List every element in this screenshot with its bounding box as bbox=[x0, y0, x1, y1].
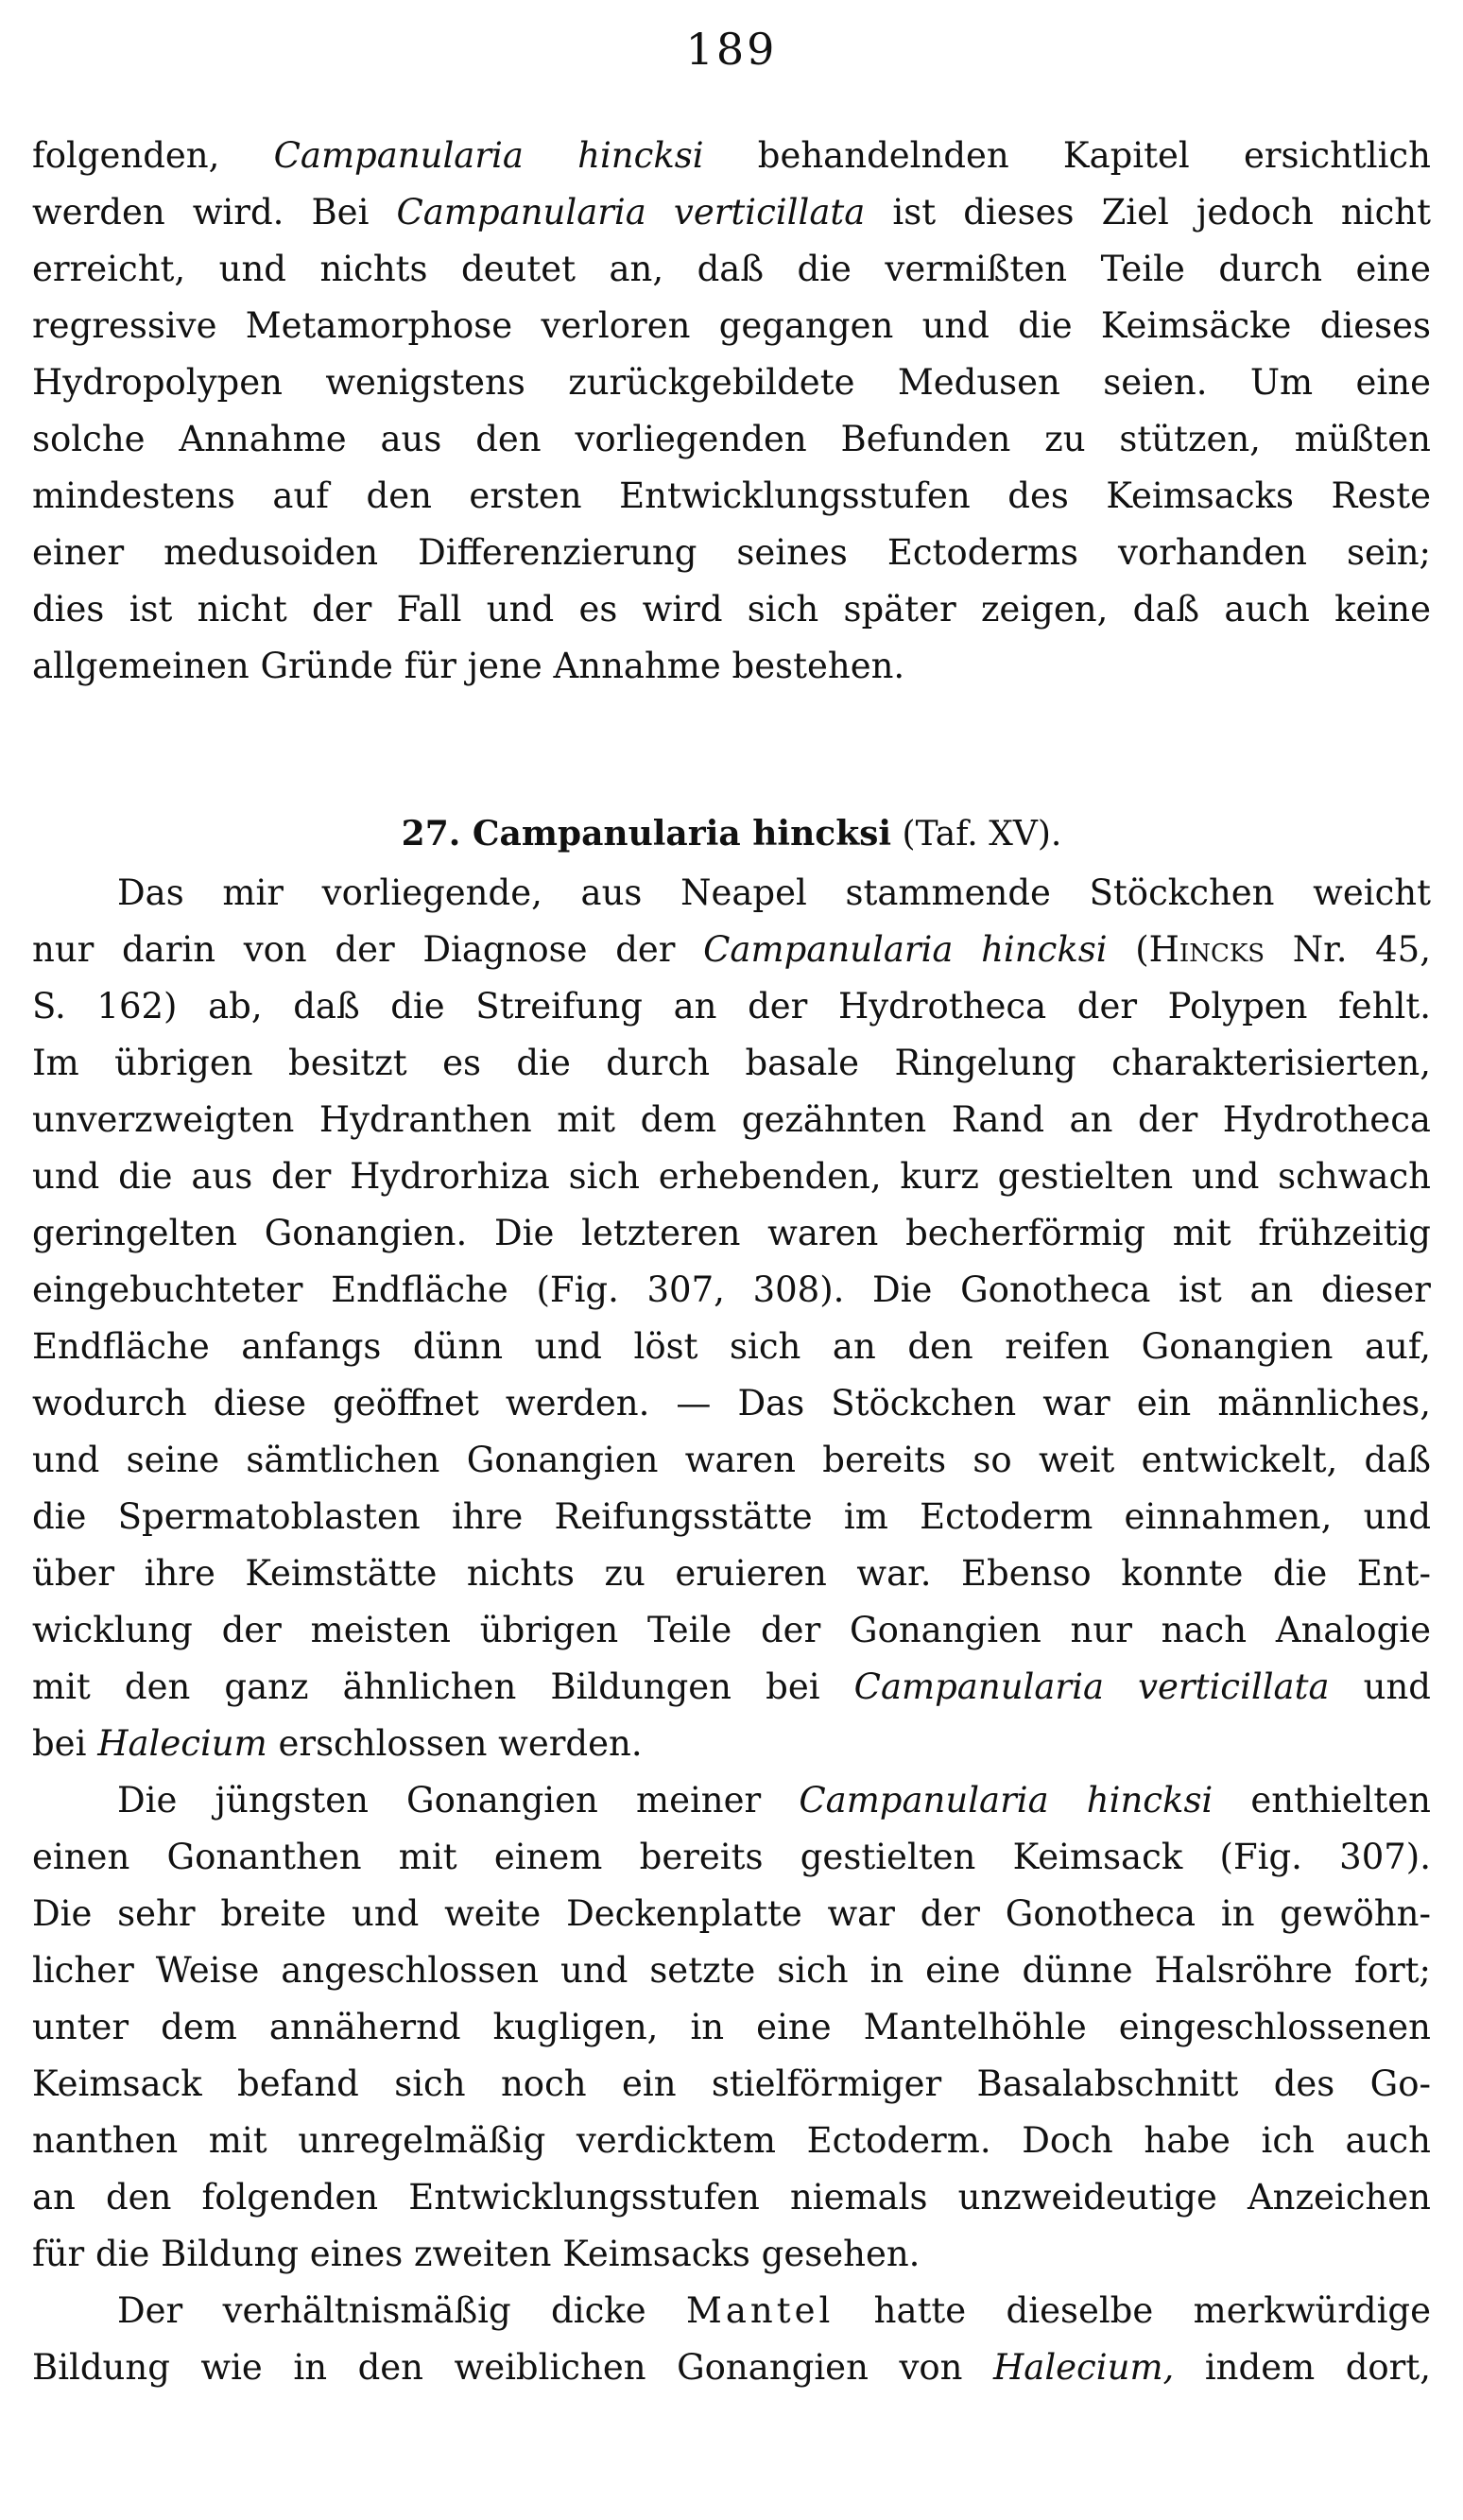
italic-term: Campanularia hincksi bbox=[273, 135, 704, 176]
text-line: Die jüngsten Gonangien meiner Campanularia hincksi enthielten bbox=[117, 1780, 1431, 1821]
text-line: mindestens auf den ersten Entwicklungsstufen des Keimsacks Reste bbox=[32, 475, 1431, 516]
italic-term: Campanularia verticillata bbox=[853, 1666, 1330, 1707]
text-line: nur darin von der Diagnose der Campanularia hincksi (Hincks Nr. 45, bbox=[32, 929, 1431, 970]
text-line: eingebuchteter Endfläche (Fig. 307, 308). Die Gonotheca ist an dieser bbox=[32, 1269, 1431, 1310]
section-plate-reference: (Taf. XV). bbox=[891, 815, 1062, 854]
section-title: 27. Campanularia hincksi bbox=[401, 814, 892, 854]
text-line: Im übrigen besitzt es die durch basale Ringelung charakterisierten, bbox=[32, 1043, 1431, 1083]
text-line: und die aus der Hydrorhiza sich erhebenden, kurz gestielten und schwach bbox=[32, 1156, 1431, 1197]
emphasized-term: Mantel bbox=[685, 2290, 835, 2331]
text-line: einen Gonanthen mit einem bereits gestielten Keimsack (Fig. 307). bbox=[32, 1837, 1431, 1877]
italic-term: Campanularia hincksi bbox=[703, 929, 1108, 970]
text-line: solche Annahme aus den vorliegenden Befunden zu stützen, müßten bbox=[32, 419, 1431, 459]
text-line: und seine sämtlichen Gonangien waren bereits so weit entwickelt, daß bbox=[32, 1440, 1431, 1480]
text-line: über ihre Keimstätte nichts zu eruieren war. Ebenso konnte die Ent- bbox=[32, 1553, 1431, 1594]
text-line: licher Weise angeschlossen und setzte sich in eine dünne Halsröhre fort; bbox=[32, 1950, 1431, 1991]
document-page bbox=[32, 0, 1431, 2520]
text-line: Keimsack befand sich noch ein stielförmiger Basalabschnitt des Go- bbox=[32, 2063, 1431, 2104]
text-line: allgemeinen Gründe für jene Annahme bestehen. bbox=[32, 646, 905, 686]
text-line: S. 162) ab, daß die Streifung an der Hydrotheca der Polypen fehlt. bbox=[32, 986, 1431, 1027]
text-line: einer medusoiden Differenzierung seines Ectoderms vorhanden sein; bbox=[32, 532, 1431, 573]
text-line: folgenden, Campanularia hincksi behandelnden Kapitel ersichtlich bbox=[32, 135, 1431, 176]
italic-term: Campanularia verticillata bbox=[396, 192, 866, 233]
text-line: Bildung wie in den weiblichen Gonangien von Halecium, indem dort, bbox=[32, 2347, 1431, 2388]
text-line: erreicht, und nichts deutet an, daß die vermißten Teile durch eine bbox=[32, 249, 1431, 289]
paragraph-4 bbox=[32, 2283, 1431, 2396]
text-line: nanthen mit unregelmäßig verdicktem Ectoderm. Doch habe ich auch bbox=[32, 2120, 1431, 2161]
text-line: die Spermatoblasten ihre Reifungsstätte im Ectoderm einnahmen, und bbox=[32, 1496, 1431, 1537]
page-number: 189 bbox=[685, 24, 778, 75]
text-line: wicklung der meisten übrigen Teile der Gonangien nur nach Analogie bbox=[32, 1610, 1431, 1650]
text-line: werden wird. Bei Campanularia verticillata ist dieses Ziel jedoch nicht bbox=[32, 192, 1431, 233]
text-line: regressive Metamorphose verloren gegangen und die Keimsäcke dieses bbox=[32, 305, 1431, 346]
paragraph-intro bbox=[32, 128, 1431, 695]
text-line: Die sehr breite und weite Deckenplatte war der Gonotheca in gewöhn- bbox=[32, 1893, 1431, 1934]
section-heading bbox=[32, 805, 1431, 863]
text-line: unter dem annähernd kugligen, in eine Mantelhöhle eingeschlossenen bbox=[32, 2007, 1431, 2047]
text-line: mit den ganz ähnlichen Bildungen bei Campanularia verticillata und bbox=[32, 1666, 1431, 1707]
text-line: Hydropolypen wenigstens zurückgebildete Medusen seien. Um eine bbox=[32, 362, 1431, 403]
text-line: für die Bildung eines zweiten Keimsacks gesehen. bbox=[32, 2234, 921, 2274]
author-name: Hincks bbox=[1148, 929, 1265, 970]
paragraph-2 bbox=[32, 865, 1431, 1772]
paragraph-3 bbox=[32, 1772, 1431, 2283]
italic-term: Campanularia hincksi bbox=[799, 1780, 1213, 1821]
text-line: Der verhältnismäßig dicke Mantel hatte dieselbe merkwürdige bbox=[117, 2290, 1431, 2331]
section-body bbox=[32, 865, 1431, 2396]
italic-term: Halecium, bbox=[993, 2347, 1175, 2388]
paragraph-1 bbox=[32, 128, 1431, 695]
italic-term: Halecium bbox=[97, 1723, 267, 1764]
text-line: bei Halecium erschlossen werden. bbox=[32, 1723, 643, 1764]
text-line: dies ist nicht der Fall und es wird sich später zeigen, daß auch keine bbox=[32, 589, 1431, 630]
text-line: unverzweigten Hydranthen mit dem gezähnten Rand an der Hydrotheca bbox=[32, 1099, 1431, 1140]
text-line: an den folgenden Entwicklungsstufen niemals unzweideutige Anzeichen bbox=[32, 2177, 1431, 2218]
text-line: Das mir vorliegende, aus Neapel stammende Stöckchen weicht bbox=[117, 872, 1431, 913]
text-line: Endfläche anfangs dünn und löst sich an den reifen Gonangien auf, bbox=[32, 1326, 1431, 1367]
text-line: geringelten Gonangien. Die letzteren waren becherförmig mit frühzeitig bbox=[32, 1213, 1431, 1253]
text-line: wodurch diese geöffnet werden. — Das Stöckchen war ein männliches, bbox=[32, 1383, 1431, 1424]
